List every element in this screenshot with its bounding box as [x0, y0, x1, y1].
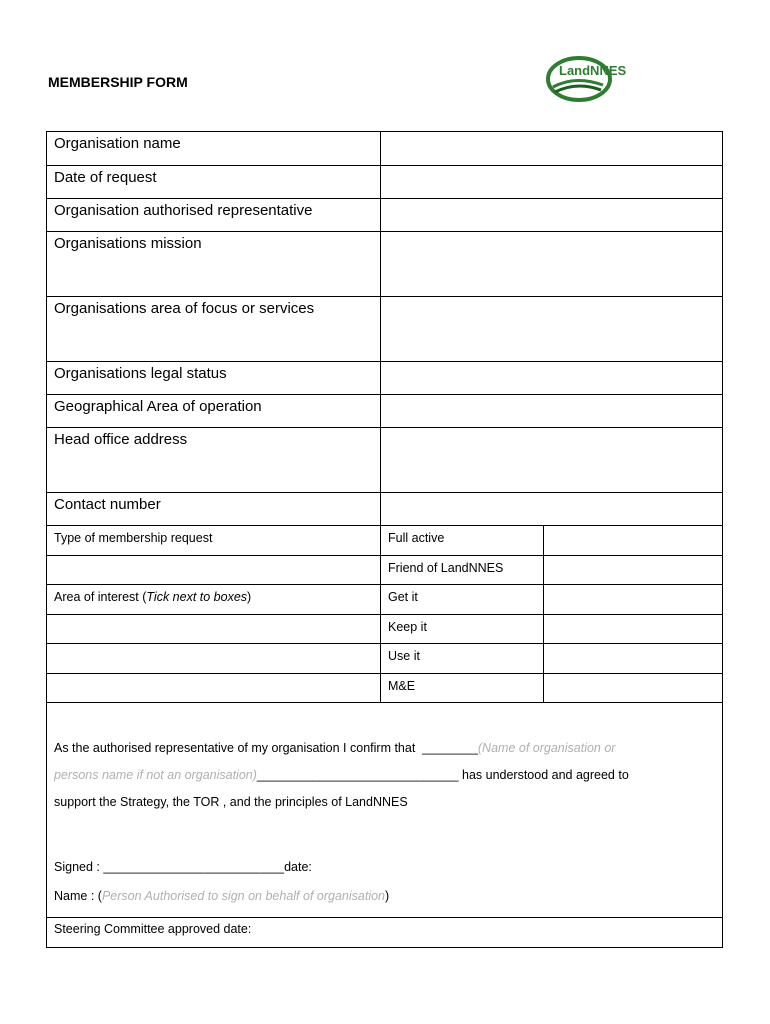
declaration-line-2: persons name if not an organisation)_____________________________ has understood and agreed to: [54, 768, 629, 782]
interest-row-me: [47, 673, 722, 703]
name-line: Name : (Person Authorised to sign on behalf of organisation): [54, 889, 390, 903]
declaration-row: [47, 702, 722, 917]
logo-text: LandNNES: [559, 63, 627, 78]
option-label: M&E: [381, 674, 544, 703]
field-label: Organisation name: [47, 132, 381, 165]
keep-it-tick-box[interactable]: [544, 615, 722, 644]
option-label: Full active: [381, 526, 544, 555]
field-row-head-office: [47, 427, 722, 492]
field-row-representative: [47, 198, 722, 231]
steering-row: [47, 917, 722, 947]
field-label: Head office address: [47, 428, 381, 492]
field-row-date-of-request: [47, 165, 722, 198]
field-row-organisation-name: [47, 132, 722, 165]
option-label: Friend of LandNNES: [381, 556, 544, 585]
legal-status-field[interactable]: [381, 362, 722, 394]
organisation-blank[interactable]: ________: [422, 741, 478, 755]
field-label: Organisations legal status: [47, 362, 381, 394]
friend-tick-box[interactable]: [544, 556, 722, 585]
interest-row-keep-it: [47, 614, 722, 644]
field-row-legal-status: [47, 361, 722, 394]
field-row-mission: [47, 231, 722, 296]
contact-number-field[interactable]: [381, 493, 722, 525]
field-label: Organisations mission: [47, 232, 381, 296]
name-placeholder[interactable]: Person Authorised to sign on behalf of organisation: [101, 889, 385, 903]
field-label: Organisations area of focus or services: [47, 297, 381, 361]
option-label: Keep it: [381, 615, 544, 644]
field-row-geographical-area: [47, 394, 722, 427]
get-it-tick-box[interactable]: [544, 585, 722, 614]
use-it-tick-box[interactable]: [544, 644, 722, 673]
field-label: Geographical Area of operation: [47, 395, 381, 427]
geographical-area-field[interactable]: [381, 395, 722, 427]
steering-committee-date: Steering Committee approved date:: [54, 922, 252, 936]
field-row-contact-number: [47, 492, 722, 525]
interest-row-get-it: [47, 584, 722, 614]
membership-type-label: Type of membership request: [47, 526, 381, 555]
declaration-line-3: support the Strategy, the TOR , and the principles of LandNNES: [54, 795, 408, 809]
declaration-line-1: As the authorised representative of my organisation I confirm that ________(Name of organisation or: [54, 741, 616, 755]
mission-field[interactable]: [381, 232, 722, 296]
form-title: MEMBERSHIP FORM: [48, 74, 188, 90]
declaration-section: [47, 703, 722, 917]
area-of-interest-label: Area of interest (Tick next to boxes): [47, 585, 381, 614]
landnnes-logo: [545, 55, 660, 103]
field-label: Organisation authorised representative: [47, 199, 381, 231]
option-label: Get it: [381, 585, 544, 614]
full-active-tick-box[interactable]: [544, 526, 722, 555]
organisation-name-blank[interactable]: _____________________________: [256, 768, 459, 782]
area-of-focus-field[interactable]: [381, 297, 722, 361]
date-of-request-field[interactable]: [381, 166, 722, 198]
membership-row-full-active: [47, 525, 722, 555]
membership-row-friend: [47, 555, 722, 585]
me-tick-box[interactable]: [544, 674, 722, 703]
head-office-field[interactable]: [381, 428, 722, 492]
representative-field[interactable]: [381, 199, 722, 231]
membership-form-table: [46, 131, 723, 948]
interest-row-use-it: [47, 643, 722, 673]
signature-blank[interactable]: __________________________: [103, 860, 285, 874]
organisation-name-field[interactable]: [381, 132, 722, 165]
field-label: Contact number: [47, 493, 381, 525]
field-label: Date of request: [47, 166, 381, 198]
signed-line: Signed : __________________________date:: [54, 860, 312, 874]
field-row-area-of-focus: [47, 296, 722, 361]
option-label: Use it: [381, 644, 544, 673]
